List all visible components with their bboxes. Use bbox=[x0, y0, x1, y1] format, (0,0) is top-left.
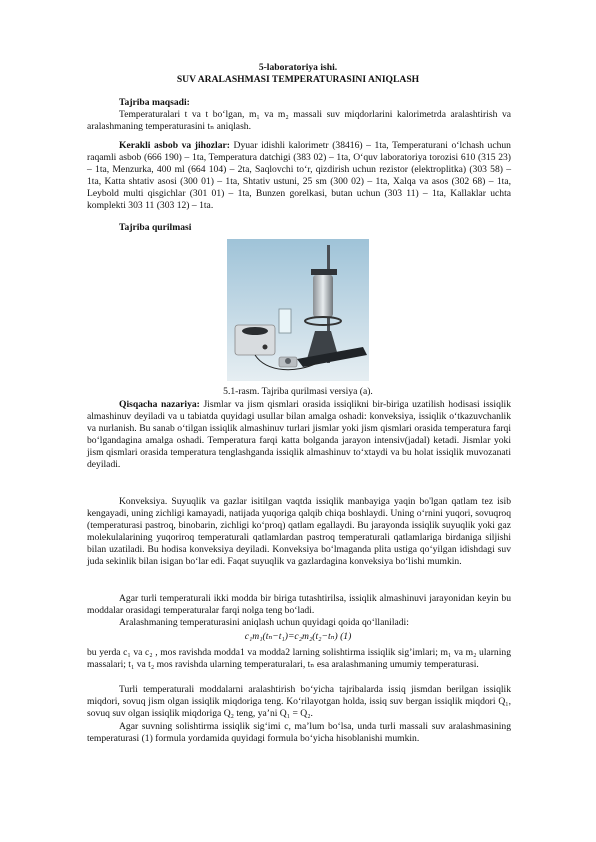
lab-subtitle: SUV ARALASHMASI TEMPERATURASINI ANIQLASH bbox=[176, 74, 420, 85]
theory-heading: Qisqacha nazariya: bbox=[119, 399, 200, 410]
theory-paragraph-7: Agar suvning solishtirma issiqlik sig‘imi c, ma’lum bo‘lsa, unda turli massali suv aralashmasining temperaturasi (1) formula yordamida quyidagi formula bo‘yicha hisoblanishi mumkin. bbox=[87, 721, 511, 745]
aim-heading: Tajriba maqsadi: bbox=[119, 97, 190, 108]
theory-paragraph-4: Aralashmaning temperaturasini aniqlash uchun quyidagi qoida qo‘llaniladi: bbox=[119, 617, 409, 628]
theory-p1-text: Jismlar va jism qismlari orasida issiqlikni bir-biriga uzatilish hodisasi issiqlik almashinuv deyiladi va u tabiatda quyidagi usullar bilan amalga oshadi: konveksiya, issiqlik o‘tkazuvchanlik va nurlanish. Bu sanab o‘tilgan issiqlik almashinuv turlari jismlar yoki jism qismlari orasida temperatura farqi bo‘lgandagina amalga oshadi. Temperatura farqi katta bolganda jarayon intensiv(jadal) ketadi. Jismlar yoki jism qismlari orasida temperatura tenglashganda issiqlik almashinuv to‘xtaydi va bu holat issiqlik muvozanati deyiladi. bbox=[87, 399, 512, 471]
equipment-paragraph bbox=[87, 140, 511, 213]
aim-text: Temperaturalari t va t bo‘lgan, m₁ va m₂ massali suv miqdorlarini kalorimetrda aralashtirish va aralashmaning temperaturasini tₙ aniqlash. bbox=[87, 109, 511, 133]
theory-paragraph-5: bu yerda c₁ va c₂ , mos ravishda modda1 va modda2 larning solishtirma issiqlik sig’imlari; m₁ va m₂ ularning massalari; t₁ va t₂ mos ravishda ularning temperaturalari, tₙ esa aralashmaning umumiy temperaturasi. bbox=[87, 647, 511, 671]
setup-heading: Tajriba qurilmasi bbox=[119, 222, 192, 233]
lab-title: 5-laboratoriya ishi. bbox=[258, 62, 338, 73]
setup-caption: 5.1-rasm. Tajriba qurilmasi versiya (a). bbox=[223, 386, 373, 397]
experiment-setup-photo bbox=[227, 239, 369, 381]
theory-paragraph-1 bbox=[87, 399, 511, 472]
equipment-text: Dyuar idishli kalorimetr (38416) – 1ta, Temperaturani o‘lchash uchun raqamli asbob (666 190) – 1ta, Temperatura datchigi (383 02) – 1ta, O‘quv laboratoriya torozisi 610 (315 23) – 1ta, Menzurka, 400 ml (664 104) – 2ta, Saqlovchi to‘r, qizdirish uchun rezistor (elektroplitka) (303 58) – 1ta, Katta shtativ asosi (300 01) – 1ta, Shtativ ustuni, 25 sm (300 02) – 1ta, Xalqa va asos (302 68) – 1ta, Leybold multi qisgichlar (301 01) – 1ta, Bunzen gorelkasi, butan uchun (303 11) – 1ta, Kallaklar uchta komplekti 303 11 (303 12) – 1ta. bbox=[87, 140, 511, 212]
equipment-heading: Kerakli asbob va jihozlar: bbox=[119, 140, 230, 151]
theory-paragraph-2: Konveksiya. Suyuqlik va gazlar isitilgan vaqtda issiqlik manbayiga yaqin bo'lgan qatlam tez isib kengayadi, uning zichligi kamayadi, natijada yuqoriga qalqib chiqa boshlaydi. Uning o‘rnini yuqori, sovuqroq (temperaturasi pastroq, binobarin, zichligi ko‘proq) qatlam egallaydi. Bu jarayonda issiqlik suyuqlik yoki gaz molekulalarining yuqoriroq temperaturali qatlamlardan pastroq temperaturali qatlamlariga birdaniga siljishi bilan uzatiladi. Bu hodisa konveksiya deyiladi. Konveksiya bo‘lmaganda plita ustiga qo‘yilgan idishdagi suv juda sekinlik bilan isigan bo‘lar edi. Faqat suyuqlik va gazlardagina konveksiya bo‘lishi mumkin. bbox=[87, 496, 511, 568]
theory-paragraph-6: Turli temperaturali moddalarni aralashtirish bo‘yicha tajribalarda issiq jismdan berilgan issiqlik miqdori, sovuq jism olgan issiqlik miqdoriga teng. Ko‘rilayotgan holda, issiq suv bergan issiqlik miqdori Q₁, sovuq suv olgan issiqlik miqdoriga Q₂ teng, ya’ni Q₁ = Q₂. bbox=[87, 684, 511, 720]
mixing-formula: c₁m₁(tₙ−t₁)=c₂m₂(t₂−tₙ) (1) bbox=[244, 631, 352, 642]
theory-paragraph-3: Agar turli temperaturali ikki modda bir biriga tutashtirilsa, issiqlik almashinuvi jarayonidan keyin bu moddalar orasidagi temperaturalar farqi nolga teng bo‘ladi. bbox=[87, 593, 511, 617]
